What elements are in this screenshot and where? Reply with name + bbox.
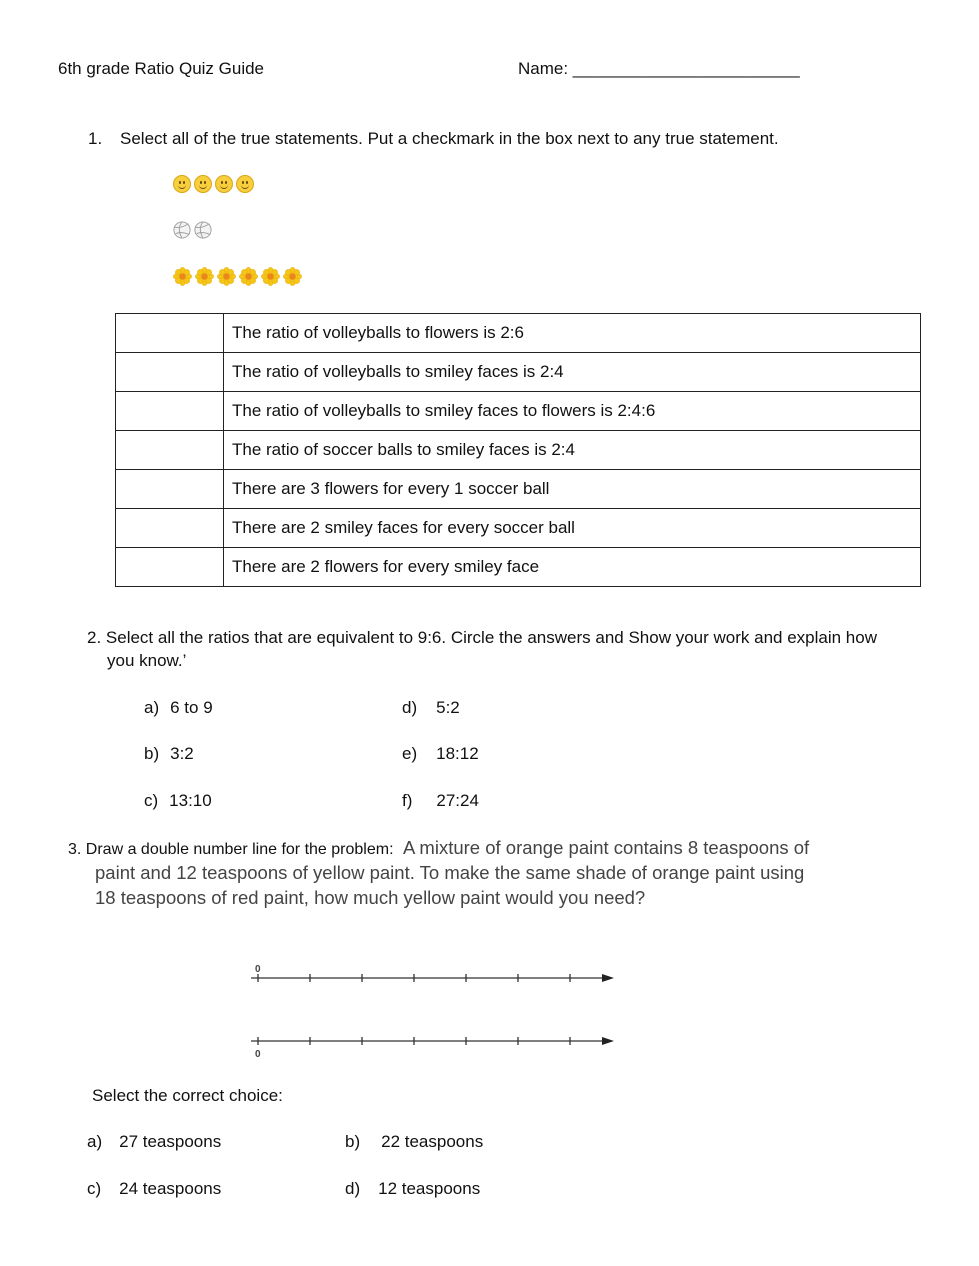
q3-problem-line2: paint and 12 teaspoons of yellow paint. To make the same shade of orange paint using	[95, 862, 805, 883]
option-value: 3:2	[170, 744, 194, 763]
double-number-line[interactable]	[248, 960, 620, 1060]
checkbox-cell[interactable]	[116, 314, 224, 353]
checkbox-cell[interactable]	[116, 431, 224, 470]
statement-text: The ratio of volleyballs to smiley faces to flowers is 2:4:6	[224, 392, 921, 431]
flower-row	[173, 267, 302, 286]
statement-text: There are 3 flowers for every 1 soccer ball	[224, 470, 921, 509]
choice-value: 27 teaspoons	[119, 1132, 222, 1151]
flower-icon	[283, 267, 302, 286]
name-field[interactable]: Name: ________________________	[518, 59, 800, 78]
page-title: 6th grade Ratio Quiz Guide	[58, 59, 265, 78]
q1-number: 1.	[88, 129, 103, 148]
option-letter: f)	[402, 791, 413, 810]
q3-choice-c[interactable]	[87, 1179, 221, 1199]
table-row	[116, 470, 921, 509]
q2-option-f[interactable]	[402, 791, 479, 811]
table-row	[116, 509, 921, 548]
smiley-row	[173, 175, 254, 193]
q2-option-e[interactable]	[402, 744, 479, 764]
q3-choice-a[interactable]	[87, 1132, 221, 1152]
option-value: 5:2	[436, 698, 460, 717]
checkbox-cell[interactable]	[116, 353, 224, 392]
smiley-face-icon	[236, 175, 254, 193]
statement-text: The ratio of volleyballs to flowers is 2:6	[224, 314, 921, 353]
q2-prompt-line2: you know.’	[107, 651, 187, 670]
table-row	[116, 314, 921, 353]
q2-option-c[interactable]	[144, 791, 212, 811]
q3-choice-b[interactable]	[345, 1132, 483, 1152]
choice-letter: c)	[87, 1179, 102, 1198]
bottom-zero-label: 0	[255, 1049, 261, 1060]
q3-lead: 3. Draw a double number line for the problem:	[68, 841, 394, 858]
arrow-right-icon	[602, 1037, 614, 1045]
q2-option-d[interactable]	[402, 698, 460, 718]
choice-value: 24 teaspoons	[119, 1179, 222, 1198]
option-letter: a)	[144, 698, 160, 717]
q1-prompt: Select all of the true statements. Put a checkmark in the box next to any true statement.	[120, 129, 779, 148]
checkbox-cell[interactable]	[116, 470, 224, 509]
top-zero-label: 0	[255, 964, 261, 975]
table-row	[116, 353, 921, 392]
flower-icon	[173, 267, 192, 286]
choice-value: 12 teaspoons	[378, 1179, 481, 1198]
flower-icon	[217, 267, 236, 286]
volleyball-row	[173, 221, 212, 239]
choice-value: 22 teaspoons	[381, 1132, 484, 1151]
option-letter: e)	[402, 744, 418, 763]
option-letter: b)	[144, 744, 160, 763]
q3-problem-line3: 18 teaspoons of red paint, how much yellow paint would you need?	[95, 887, 646, 908]
volleyball-icon	[173, 221, 191, 239]
checkbox-cell[interactable]	[116, 392, 224, 431]
table-row	[116, 548, 921, 587]
table-row	[116, 392, 921, 431]
statement-text: The ratio of volleyballs to smiley faces is 2:4	[224, 353, 921, 392]
option-letter: c)	[144, 791, 159, 810]
smiley-face-icon	[194, 175, 212, 193]
q2-prompt-line1: 2. Select all the ratios that are equivalent to 9:6. Circle the answers and Show your work and explain how	[87, 628, 877, 647]
flower-icon	[195, 267, 214, 286]
option-value: 18:12	[436, 744, 479, 763]
option-value: 27:24	[436, 791, 479, 810]
select-choice-label: Select the correct choice:	[92, 1086, 283, 1105]
checkbox-cell[interactable]	[116, 548, 224, 587]
checkbox-cell[interactable]	[116, 509, 224, 548]
choice-letter: b)	[345, 1132, 361, 1151]
q2-option-b[interactable]	[144, 744, 194, 764]
smiley-face-icon	[215, 175, 233, 193]
statement-text: There are 2 smiley faces for every soccer ball	[224, 509, 921, 548]
q3-problem-line1: A mixture of orange paint contains 8 teaspoons of	[402, 837, 810, 858]
statement-text: The ratio of soccer balls to smiley faces is 2:4	[224, 431, 921, 470]
smiley-face-icon	[173, 175, 191, 193]
arrow-right-icon	[602, 974, 614, 982]
flower-icon	[261, 267, 280, 286]
option-value: 13:10	[169, 791, 212, 810]
option-value: 6 to 9	[170, 698, 213, 717]
q2-option-a[interactable]	[144, 698, 213, 718]
q3-choice-d[interactable]	[345, 1179, 480, 1199]
volleyball-icon	[194, 221, 212, 239]
choice-letter: a)	[87, 1132, 103, 1151]
statement-text: There are 2 flowers for every smiley face	[224, 548, 921, 587]
statements-table	[115, 313, 921, 587]
table-row	[116, 431, 921, 470]
flower-icon	[239, 267, 258, 286]
choice-letter: d)	[345, 1179, 361, 1198]
option-letter: d)	[402, 698, 418, 717]
